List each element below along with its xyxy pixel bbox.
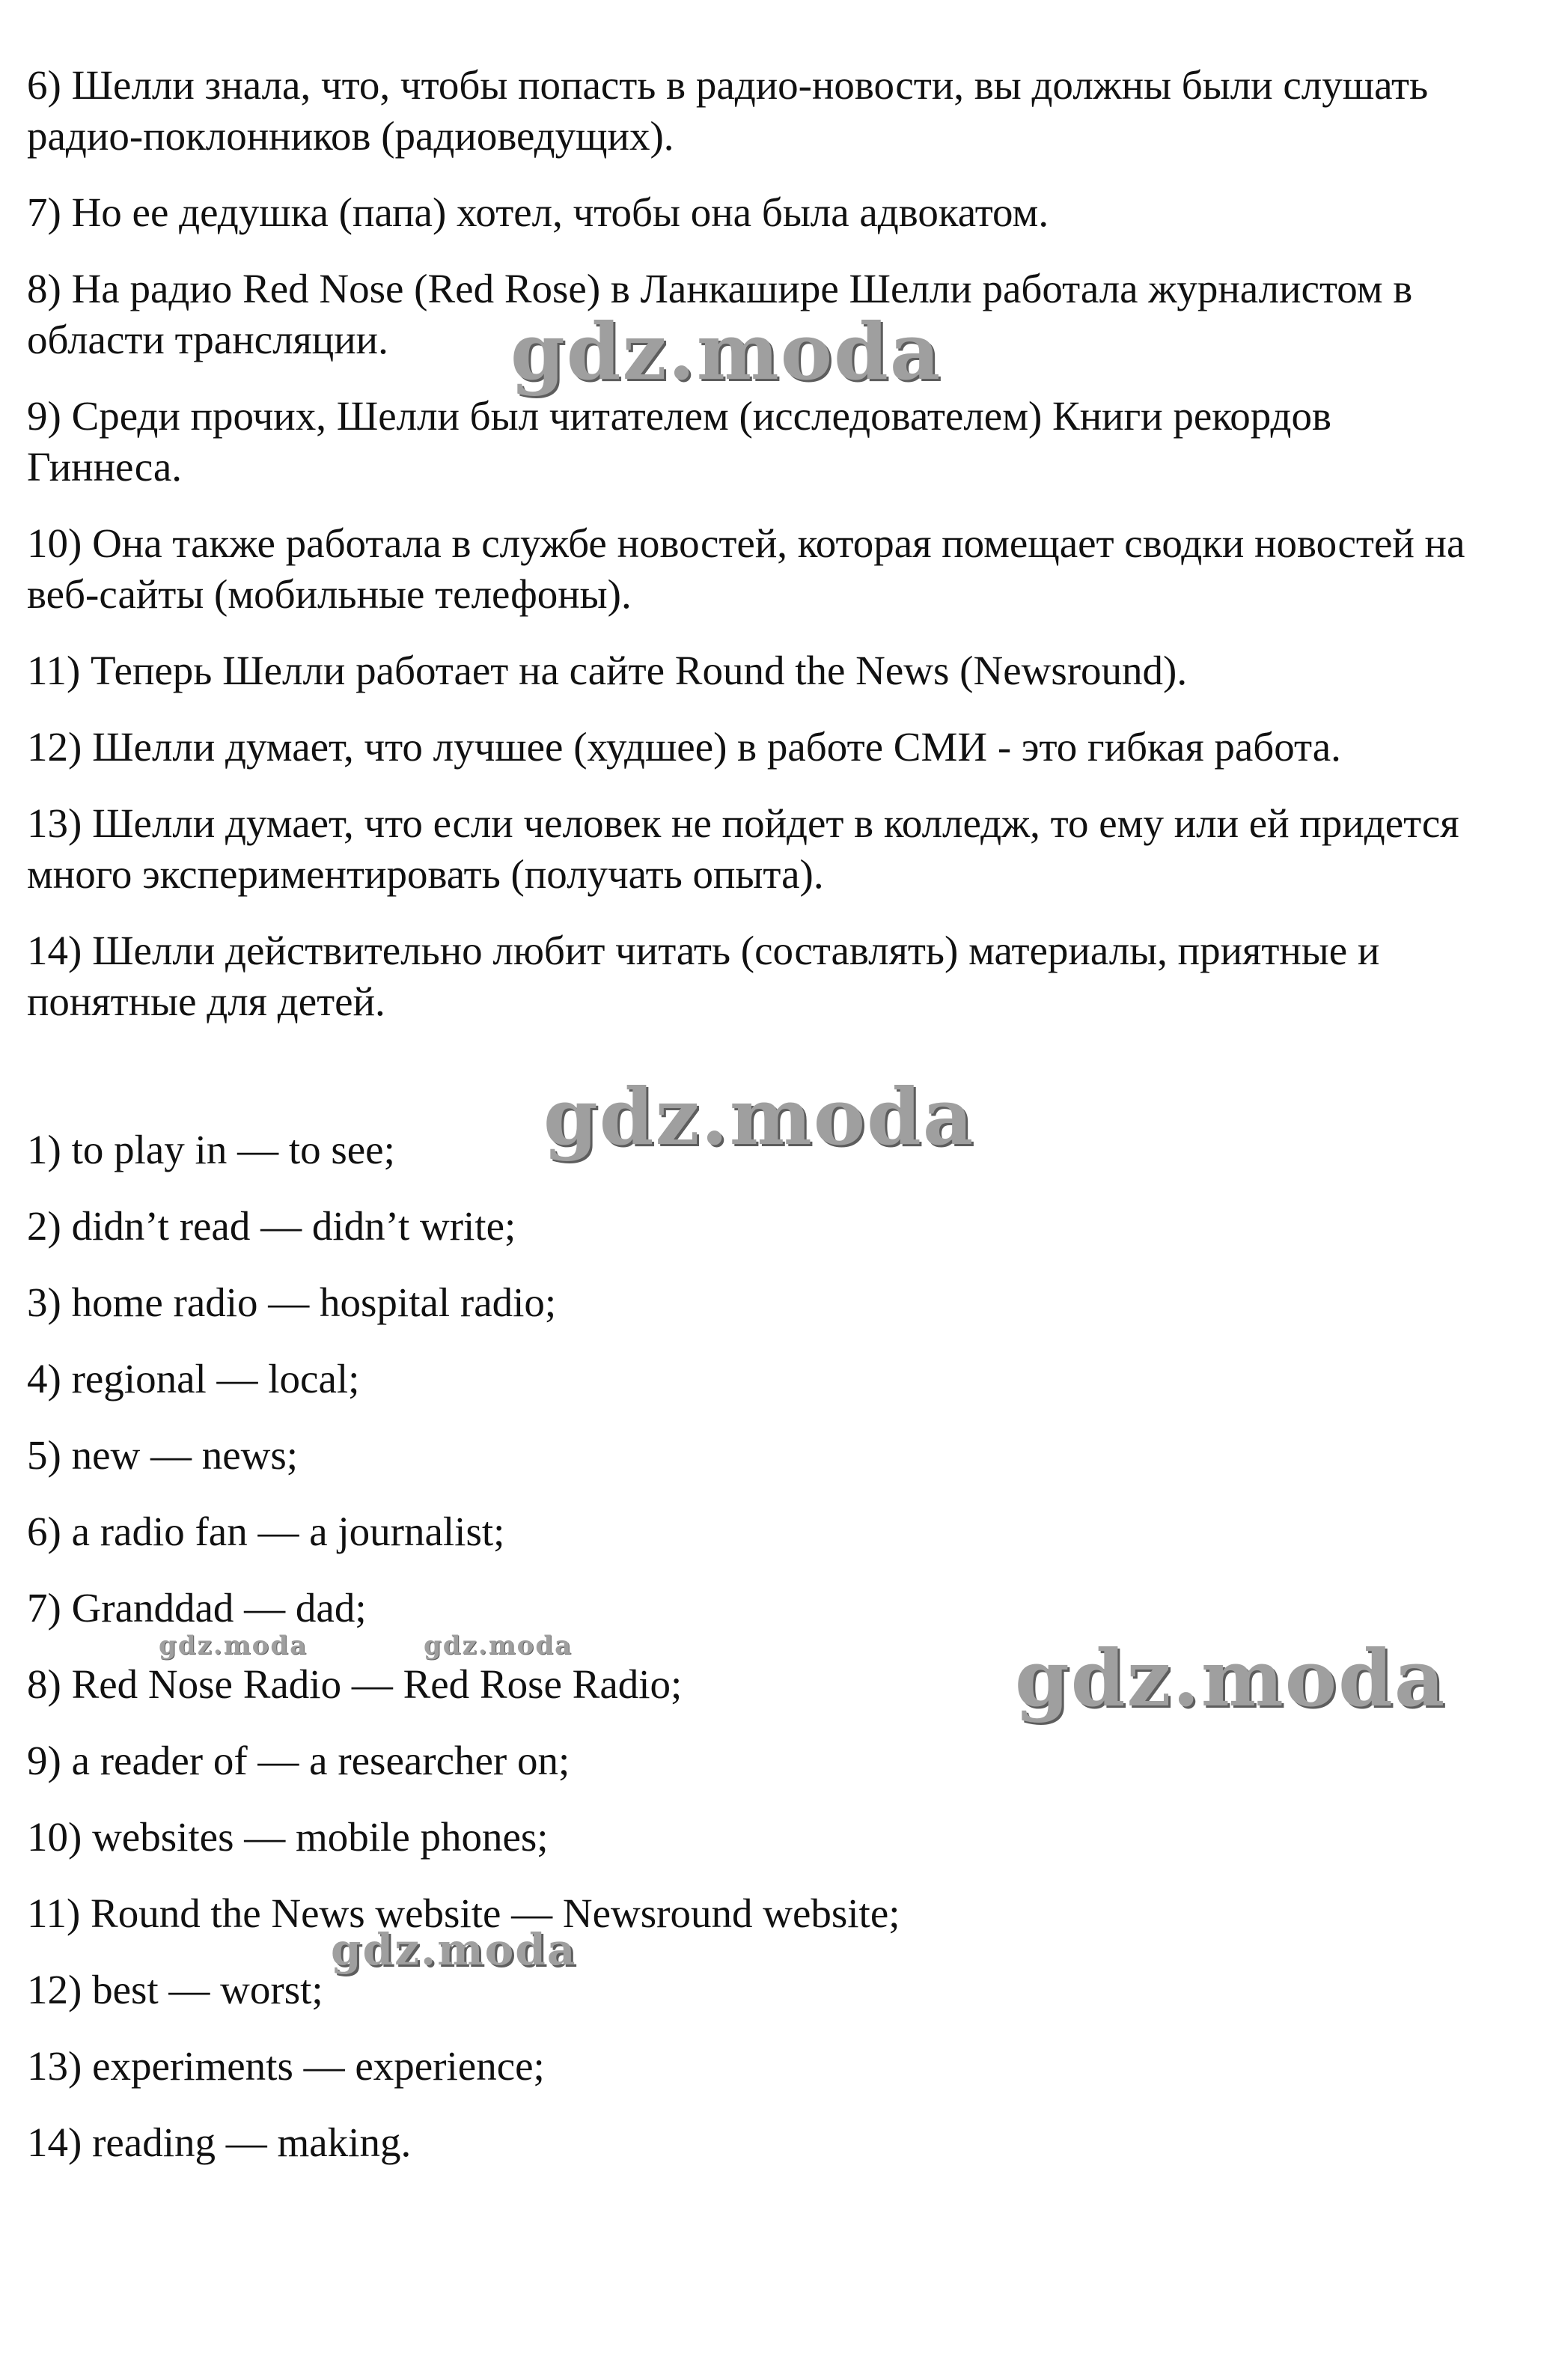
paragraph-14: 14) Шелли действительно любит читать (составлять) материалы, приятные и понятные для детей.: [27, 928, 1380, 1024]
watermark-logo: gdz.moda: [543, 1071, 975, 1163]
paragraph-11: 11) Теперь Шелли работает на сайте Round the News (Newsround).: [27, 648, 1188, 693]
watermark-logo: gdz.moda: [331, 1924, 577, 1975]
answer-item-1: 1) to play in — to see;: [27, 1127, 395, 1172]
paragraph-13: 13) Шелли думает, что если человек не пойдет в колледж, то ему или ей придется много экспериментировать (получать опыта).: [27, 800, 1459, 897]
answer-item-12: 12) best — worst;: [27, 1967, 323, 2012]
answer-item-5: 5) new — news;: [27, 1432, 299, 1478]
answer-item-2: 2) didn’t read — didn’t write;: [27, 1203, 516, 1249]
watermark-logo: gdz.moda: [510, 305, 942, 398]
answer-item-6: 6) a radio fan — a journalist;: [27, 1509, 505, 1554]
paragraph-7: 7) Но ее дедушка (папа) хотел, чтобы она была адвокатом.: [27, 189, 1049, 235]
paragraph-12: 12) Шелли думает, что лучшее (худшее) в работе СМИ - это гибкая работа.: [27, 724, 1341, 770]
watermark-logo: gdz.moda: [159, 1631, 308, 1661]
watermark-logo: gdz.moda: [1015, 1632, 1447, 1724]
translation-section: [27, 60, 1494, 1027]
answer-item-13: 13) experiments — experience;: [27, 2043, 545, 2089]
answer-item-9: 9) a reader of — a researcher on;: [27, 1738, 570, 1783]
paragraph-6: 6) Шелли знала, что, чтобы попасть в радио-новости, вы должны были слушать радио-поклонников (радиоведущих).: [27, 62, 1429, 159]
answer-item-14: 14) reading — making.: [27, 2119, 412, 2165]
answer-item-4: 4) regional — local;: [27, 1356, 360, 1401]
answer-item-3: 3) home radio — hospital radio;: [27, 1279, 557, 1325]
paragraph-10: 10) Она также работала в службе новостей, которая помещает сводки новостей на веб-сайты (мобильные телефоны).: [27, 520, 1465, 617]
watermark-logo: gdz.moda: [424, 1631, 573, 1661]
answer-item-8: 8) Red Nose Radio — Red Rose Radio;: [27, 1661, 683, 1707]
answer-item-7: 7) Granddad — dad;: [27, 1585, 367, 1631]
paragraph-9: 9) Среди прочих, Шелли был читателем (исследователем) Книги рекордов Гиннеса.: [27, 393, 1331, 490]
paragraph-8: 8) На радио Red Nose (Red Rose) в Ланкашире Шелли работала журналистом в области трансляции.: [27, 266, 1413, 362]
answer-item-11: 11) Round the News website — Newsround website;: [27, 1890, 900, 1936]
answer-item-10: 10) websites — mobile phones;: [27, 1814, 549, 1860]
